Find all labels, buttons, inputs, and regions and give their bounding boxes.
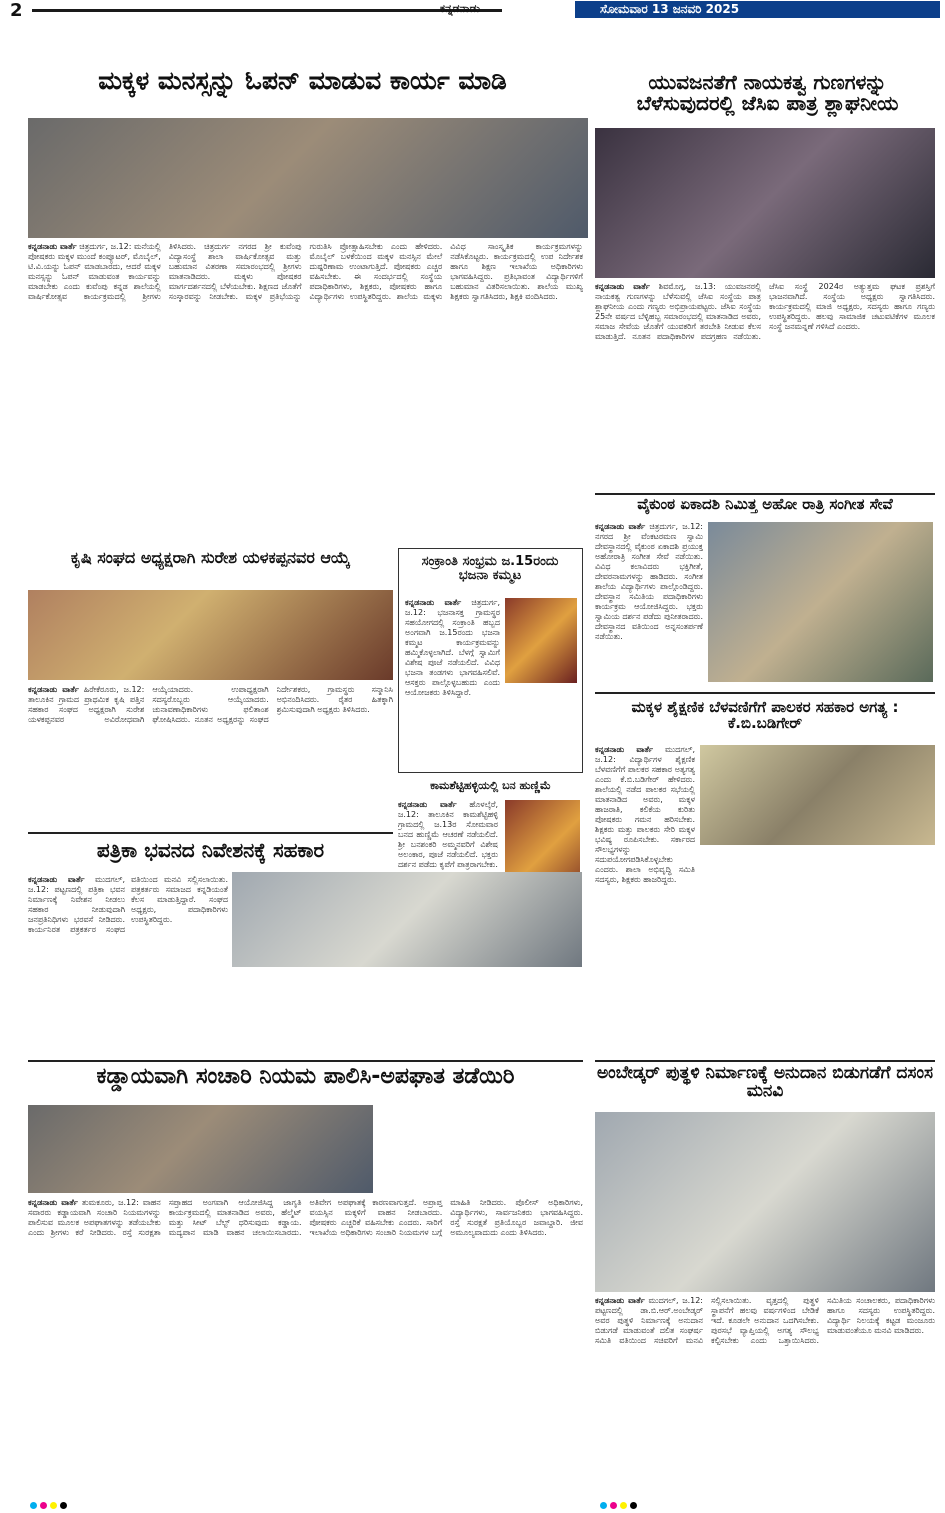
dateline-a10: ಕನ್ನಡನಾಡು ವಾರ್ತೆ <box>595 1296 645 1305</box>
masthead: ಕನ್ನಡನಾಡು <box>440 2 481 15</box>
dateline-a2: ಕನ್ನಡನಾಡು ವಾರ್ತೆ <box>595 282 650 291</box>
divider <box>28 1060 583 1062</box>
photo-a1 <box>28 118 588 238</box>
dateline-a7: ಕನ್ನಡನಾಡು ವಾರ್ತೆ <box>28 875 85 884</box>
dateline-a5: ಕನ್ನಡನಾಡು ವಾರ್ತೆ <box>405 598 462 607</box>
body-a10: ಮುದಗಲ್, ಜ.12: ಪಟ್ಟಣದಲ್ಲಿ ಡಾ.ಬಿ.ಆರ್.ಅಂಬೇಡ್ಕರ್ ಅವರ ಪುತ್ಥಳಿ ನಿರ್ಮಾಣಕ್ಕೆ ಅನುದಾನ ಬಿಡುಗಡೆ ಮಾಡುವಂತೆ ದಲಿತ ಸಂಘರ್ಷ ಸಮಿತಿ ವತಿಯಿಂದ ಸಚಿವರಿಗೆ ಮನವಿ ಸಲ್ಲಿಸಲಾಯಿತು. ವೃತ್ತದಲ್ಲಿ ಪುತ್ಥಳಿ ಸ್ಥಾಪನೆಗೆ ಹಲವು ವರ್ಷಗಳಿಂದ ಬೇಡಿಕೆ ಇದೆ. ಕೂಡಲೇ ಅನುದಾನ ಒದಗಿಸಬೇಕು. ಪುರಸಭೆ ವ್ಯಾಪ್ತಿಯಲ್ಲಿ ಅಗತ್ಯ ಸೌಲಭ್ಯ ಕಲ್ಪಿಸಬೇಕು ಎಂದು ಒತ್ತಾಯಿಸಿದರು. ಸಮಿತಿಯ ಸಂಚಾಲಕರು, ಪದಾಧಿಕಾರಿಗಳು ಹಾಗೂ ಸದಸ್ಯರು ಉಪಸ್ಥಿತರಿದ್ದರು. ವಿದ್ಯಾರ್ಥಿ ನಿಲಯಕ್ಕೆ ಕಟ್ಟಡ ಮಂಜೂರು ಮಾಡುವಂತೆಯೂ ಮನವಿ ಮಾಡಿದರು. <box>595 1296 935 1345</box>
headline-a10: ಅಂಬೇಡ್ಕರ್ ಪುತ್ಥಳಿ ನಿರ್ಮಾಣಕ್ಕೆ ಅನುದಾನ ಬಿಡುಗಡೆಗೆ ದಸಂಸ ಮನವಿ <box>596 1063 934 1101</box>
body-a2: ಶಿವಮೊಗ್ಗ, ಜ.13: ಯುವಜನರಲ್ಲಿ ನಾಯಕತ್ವ ಗುಣಗಳನ್ನು ಬೆಳೆಸುವಲ್ಲಿ ಜೆಸಿಐ ಸಂಸ್ಥೆಯ ಪಾತ್ರ ಶ್ಲಾಘನೀಯ ಎಂದು ಗಣ್ಯರು ಅಭಿಪ್ರಾಯಪಟ್ಟರು. ಜೆಸಿಐ ಸಂಸ್ಥೆಯ 25ನೇ ವರ್ಷದ ಬೆಳ್ಳಿಹಬ್ಬ ಸಮಾರಂಭದಲ್ಲಿ ಮಾತನಾಡಿದ ಅವರು, ಸಮಾಜ ಸೇವೆಯ ಜೊತೆಗೆ ಯುವಕರಿಗೆ ತರಬೇತಿ ನೀಡುವ ಕೆಲಸ ಮಾಡುತ್ತಿದೆ. ನೂತನ ಪದಾಧಿಕಾರಿಗಳ ಪದಗ್ರಹಣ ನಡೆಯಿತು. ಜೆಸಿಐ ಸಂಸ್ಥೆ 2024ರ ಅತ್ಯುತ್ತಮ ಘಟಕ ಪ್ರಶಸ್ತಿಗೆ ಭಾಜನವಾಗಿದೆ. ಸಂಸ್ಥೆಯ ಅಧ್ಯಕ್ಷರು ಸ್ವಾಗತಿಸಿದರು. ಕಾರ್ಯಕ್ರಮದಲ್ಲಿ ಮಾಜಿ ಅಧ್ಯಕ್ಷರು, ಸದಸ್ಯರು ಹಾಗೂ ಗಣ್ಯರು ಉಪಸ್ಥಿತರಿದ್ದರು. ಹಲವು ಸಾಮಾಜಿಕ ಚಟುವಟಿಕೆಗಳ ಮೂಲಕ ಸಂಸ್ಥೆ ಜನಮನ್ನಣೆ ಗಳಿಸಿದೆ ಎಂದರು. <box>595 282 935 341</box>
headline-a1: ಮಕ್ಕಳ ಮನಸ್ಸನ್ನು ಓಪನ್ ಮಾಡುವ ಕಾರ್ಯ ಮಾಡಿ <box>98 66 507 95</box>
dateline-a1: ಕನ್ನಡನಾಡು ವಾರ್ತೆ <box>28 242 77 251</box>
photo-a10 <box>595 1112 935 1292</box>
headline-a2: ಯುವಜನತೆಗೆ ನಾಯಕತ್ವ ಗುಣಗಳನ್ನು ಬೆಳೆಸುವುದರಲ್ಲಿ ಜೆಸಿಐ ಪಾತ್ರ ಶ್ಲಾಘನೀಯ <box>636 70 899 115</box>
body-a6: ಹೊಳಲ್ಕೆರೆ, ಜ.12: ತಾಲೂಕಿನ ಕಾಮಶೆಟ್ಟಿಹಳ್ಳಿ ಗ್ರಾಮದಲ್ಲಿ ಜ.13ರ ಸೋಮವಾರ ಬನದ ಹುಣ್ಣಿಮೆ ಆಚರಣೆ ನಡೆಯಲಿದೆ. ಶ್ರೀ ಬನಶಂಕರಿ ಅಮ್ಮನವರಿಗೆ ವಿಶೇಷ ಅಲಂಕಾರ, ಪೂಜೆ ನಡೆಯಲಿದೆ. ಭಕ್ತರು ದರ್ಶನ ಪಡೆದು ಕೃಪೆಗೆ ಪಾತ್ರರಾಗಬೇಕು. <box>398 800 498 869</box>
photo-a4 <box>28 590 393 680</box>
body-a8: ಮುದಗಲ್, ಜ.12: ವಿದ್ಯಾರ್ಥಿಗಳ ಶೈಕ್ಷಣಿಕ ಬೆಳವಣಿಗೆಗೆ ಪಾಲಕರ ಸಹಕಾರ ಅತ್ಯಗತ್ಯ ಎಂದು ಕೆ.ಬಿ.ಬಡಿಗೇರ್ ಹೇಳಿದರು. ಶಾಲೆಯಲ್ಲಿ ನಡೆದ ಪಾಲಕರ ಸಭೆಯಲ್ಲಿ ಮಾತನಾಡಿದ ಅವರು, ಮಕ್ಕಳ ಹಾಜರಾತಿ, ಕಲಿಕೆಯ ಕುರಿತು ಪೋಷಕರು ಗಮನ ಹರಿಸಬೇಕು. ಶಿಕ್ಷಕರು ಮತ್ತು ಪಾಲಕರು ಸೇರಿ ಮಕ್ಕಳ ಭವಿಷ್ಯ ರೂಪಿಸಬೇಕು. ಸರ್ಕಾರದ ಸೌಲಭ್ಯಗಳನ್ನು ಸದುಪಯೋಗಪಡಿಸಿಕೊಳ್ಳಬೇಕು ಎಂದರು. ಶಾಲಾ ಅಭಿವೃದ್ಧಿ ಸಮಿತಿ ಸದಸ್ಯರು, ಶಿಕ್ಷಕರು ಹಾಜರಿದ್ದರು. <box>595 745 695 884</box>
article-a2-body <box>595 282 935 482</box>
article-a5-body <box>405 598 500 768</box>
headline-a9: ಕಡ್ಡಾಯವಾಗಿ ಸಂಚಾರಿ ನಿಯಮ ಪಾಲಿಸಿ-ಅಪಘಾತ ತಡೆಯಿರಿ <box>96 1064 515 1089</box>
headline-a7: ಪತ್ರಿಕಾ ಭವನದ ನಿವೇಶನಕ್ಕೆ ಸಹಕಾರ <box>96 838 325 862</box>
headline-a5: ಸಂಕ್ರಾಂತಿ ಸಂಭ್ರಮ ಜ.15ರಂದು ಭಜನಾ ಕಮ್ಮಟ <box>421 554 559 583</box>
dateline-a9: ಕನ್ನಡನಾಡು ವಾರ್ತೆ <box>28 1198 78 1207</box>
body-a7: ಮುದಗಲ್, ಜ.12: ಪಟ್ಟಣದಲ್ಲಿ ಪತ್ರಿಕಾ ಭವನ ನಿರ್ಮಾಣಕ್ಕೆ ನಿವೇಶನ ನೀಡಲು ಸಹಕಾರ ನೀಡುವುದಾಗಿ ಜನಪ್ರತಿನಿಧಿಗಳು ಭರವಸೆ ನೀಡಿದರು. ಕಾರ್ಯನಿರತ ಪತ್ರಕರ್ತರ ಸಂಘದ ವತಿಯಿಂದ ಮನವಿ ಸಲ್ಲಿಸಲಾಯಿತು. ಪತ್ರಕರ್ತರು ಸಮಾಜದ ಕನ್ನಡಿಯಂತೆ ಕೆಲಸ ಮಾಡುತ್ತಿದ್ದಾರೆ. ಸಂಘದ ಅಧ್ಯಕ್ಷರು, ಪದಾಧಿಕಾರಿಗಳು ಉಪಸ್ಥಿತರಿದ್ದರು. <box>28 875 228 934</box>
color-dots-left <box>30 1494 70 1513</box>
photo-a2 <box>595 128 935 278</box>
issue-date: ಸೋಮವಾರ 13 ಜನವರಿ 2025 <box>600 2 740 16</box>
color-dots-right <box>600 1494 640 1513</box>
article-a4-body <box>28 685 393 825</box>
page-header <box>0 0 945 20</box>
headline-a6: ಕಾಮಶೆಟ್ಟಿಹಳ್ಳಿಯಲ್ಲಿ ಬನ ಹುಣ್ಣಿಮೆ <box>430 779 551 792</box>
photo-a5 <box>505 598 577 683</box>
divider <box>595 1060 935 1062</box>
header-rule <box>32 9 502 12</box>
headline-a3: ವೈಕುಂಠ ಏಕಾದಶಿ ನಿಮಿತ್ತ ಅಹೋ ರಾತ್ರಿ ಸಂಗೀತ ಸೇವೆ <box>637 495 893 513</box>
dateline-a8: ಕನ್ನಡನಾಡು ವಾರ್ತೆ <box>595 745 654 754</box>
dateline-a4: ಕನ್ನಡನಾಡು ವಾರ್ತೆ <box>28 685 79 694</box>
article-a8-body <box>595 745 695 1055</box>
photo-a8 <box>700 745 935 845</box>
article-a7-body <box>28 875 228 1055</box>
headline-a4: ಕೃಷಿ ಸಂಘದ ಅಧ್ಯಕ್ಷರಾಗಿ ಸುರೇಶ ಯಳಕಪ್ಪನವರ ಆಯ್ಕೆ <box>70 548 351 567</box>
body-a1: ಚಿತ್ರದುರ್ಗ, ಜ.12: ಮನೆಯಲ್ಲಿ ಪೋಷಕರು ಮಕ್ಕಳ ಮುಂದೆ ಕಂಪ್ಯೂಟರ್, ಮೊಬೈಲ್, ಟಿ.ವಿ.ಯನ್ನು ಓಪನ್ ಮಾಡಬಾರದು, ಆದರೆ ಮಕ್ಕಳ ಮನಸ್ಸನ್ನು ಓಪನ್ ಮಾಡುವಂತ ಕಾರ್ಯವನ್ನು ಮಾಡಬೇಕು ಎಂದು ಕುವೆಂಪು ಕನ್ನಡ ಶಾಲೆಯಲ್ಲಿ ವಾರ್ಷಿಕೋತ್ಸವ ಕಾರ್ಯಕ್ರಮದಲ್ಲಿ ಶ್ರೀಗಳು ತಿಳಿಸಿದರು. ಚಿತ್ರದುರ್ಗ ನಗರದ ಶ್ರೀ ಕುವೆಂಪು ವಿದ್ಯಾಸಂಸ್ಥೆ ಶಾಲಾ ವಾರ್ಷಿಕೋತ್ಸವ ಮತ್ತು ಬಹುಮಾನ ವಿತರಣಾ ಸಮಾರಂಭದಲ್ಲಿ ಶ್ರೀಗಳು ಮಾತನಾಡಿದರು. ಮಕ್ಕಳು ಪೋಷಕರ ಮಾರ್ಗದರ್ಶನದಲ್ಲಿ ಬೆಳೆಯಬೇಕು. ಶಿಕ್ಷಣದ ಜೊತೆಗೆ ಸಂಸ್ಕಾರವನ್ನು ನೀಡಬೇಕು. ಮಕ್ಕಳ ಪ್ರತಿಭೆಯನ್ನು ಗುರುತಿಸಿ ಪ್ರೋತ್ಸಾಹಿಸಬೇಕು ಎಂದು ಹೇಳಿದರು. ಮೊಬೈಲ್ ಬಳಕೆಯಿಂದ ಮಕ್ಕಳ ಮನಸ್ಸಿನ ಮೇಲೆ ದುಷ್ಪರಿಣಾಮ ಉಂಟಾಗುತ್ತಿದೆ. ಪೋಷಕರು ಎಚ್ಚರ ವಹಿಸಬೇಕು. ಈ ಸಂದರ್ಭದಲ್ಲಿ ಸಂಸ್ಥೆಯ ಪದಾಧಿಕಾರಿಗಳು, ಶಿಕ್ಷಕರು, ಪೋಷಕರು ಹಾಗೂ ವಿದ್ಯಾರ್ಥಿಗಳು ಉಪಸ್ಥಿತರಿದ್ದರು. ಶಾಲೆಯ ಮಕ್ಕಳು ವಿವಿಧ ಸಾಂಸ್ಕೃತಿಕ ಕಾರ್ಯಕ್ರಮಗಳನ್ನು ನಡೆಸಿಕೊಟ್ಟರು. ಕಾರ್ಯಕ್ರಮದಲ್ಲಿ ಉಪ ನಿರ್ದೇಶಕ ಹಾಗೂ ಶಿಕ್ಷಣ ಇಲಾಖೆಯ ಅಧಿಕಾರಿಗಳು ಭಾಗವಹಿಸಿದ್ದರು. ಪ್ರತಿಭಾವಂತ ವಿದ್ಯಾರ್ಥಿಗಳಿಗೆ ಬಹುಮಾನ ವಿತರಿಸಲಾಯಿತು. ಶಾಲೆಯ ಮುಖ್ಯ ಶಿಕ್ಷಕರು ಸ್ವಾಗತಿಸಿದರು, ಶಿಕ್ಷಕಿ ವಂದಿಸಿದರು. <box>28 242 583 301</box>
divider <box>595 692 935 694</box>
headline-a8: ಮಕ್ಕಳ ಶೈಕ್ಷಣಿಕ ಬೆಳವಣಿಗೆಗೆ ಪಾಲಕರ ಸಹಕಾರ ಅಗತ್ಯ : ಕೆ.ಬಿ.ಬಡಿಗೇರ್ <box>631 698 899 732</box>
article-a3-body <box>595 522 703 682</box>
body-a9: ತುಮಕೂರು, ಜ.12: ವಾಹನ ಸವಾರರು ಕಡ್ಡಾಯವಾಗಿ ಸಂಚಾರಿ ನಿಯಮಗಳನ್ನು ಪಾಲಿಸುವ ಮೂಲಕ ಅಪಘಾತಗಳನ್ನು ತಡೆಯಬೇಕು ಎಂದು ಶ್ರೀಗಳು ಕರೆ ನೀಡಿದರು. ರಸ್ತೆ ಸುರಕ್ಷತಾ ಸಪ್ತಾಹದ ಅಂಗವಾಗಿ ಆಯೋಜಿಸಿದ್ದ ಜಾಗೃತಿ ಕಾರ್ಯಕ್ರಮದಲ್ಲಿ ಮಾತನಾಡಿದ ಅವರು, ಹೆಲ್ಮೆಟ್ ಮತ್ತು ಸೀಟ್ ಬೆಲ್ಟ್ ಧರಿಸುವುದು ಕಡ್ಡಾಯ. ಮದ್ಯಪಾನ ಮಾಡಿ ವಾಹನ ಚಲಾಯಿಸಬಾರದು. ಅತಿವೇಗ ಅಪಘಾತಕ್ಕೆ ಕಾರಣವಾಗುತ್ತದೆ. ಅಪ್ರಾಪ್ತ ವಯಸ್ಸಿನ ಮಕ್ಕಳಿಗೆ ವಾಹನ ನೀಡಬಾರದು. ಪೋಷಕರು ಎಚ್ಚರಿಕೆ ವಹಿಸಬೇಕು ಎಂದರು. ಸಾರಿಗೆ ಇಲಾಖೆಯ ಅಧಿಕಾರಿಗಳು ಸಂಚಾರಿ ನಿಯಮಗಳ ಬಗ್ಗೆ ಮಾಹಿತಿ ನೀಡಿದರು. ಪೊಲೀಸ್ ಅಧಿಕಾರಿಗಳು, ವಿದ್ಯಾರ್ಥಿಗಳು, ಸಾರ್ವಜನಿಕರು ಭಾಗವಹಿಸಿದ್ದರು. ರಸ್ತೆ ಸುರಕ್ಷತೆ ಪ್ರತಿಯೊಬ್ಬರ ಜವಾಬ್ದಾರಿ. ಜೀವ ಅಮೂಲ್ಯವಾದುದು ಎಂದು ತಿಳಿಸಿದರು. <box>28 1198 583 1237</box>
article-a1-body <box>28 242 583 542</box>
photo-a7 <box>232 872 582 967</box>
body-a5: ಚಿತ್ರದುರ್ಗ, ಜ.12: ಭಜನಾಸಕ್ತ ಗ್ರಾಮಸ್ಥರ ಸಹಯೋಗದಲ್ಲಿ ಸಂಕ್ರಾಂತಿ ಹಬ್ಬದ ಅಂಗವಾಗಿ ಜ.15ರಂದು ಭಜನಾ ಕಮ್ಮಟ ಕಾರ್ಯಕ್ರಮವನ್ನು ಹಮ್ಮಿಕೊಳ್ಳಲಾಗಿದೆ. ಬೆಳಗ್ಗೆ ಸ್ವಾಮಿಗೆ ವಿಶೇಷ ಪೂಜೆ ನಡೆಯಲಿದೆ. ವಿವಿಧ ಭಜನಾ ತಂಡಗಳು ಭಾಗವಹಿಸಲಿವೆ. ಆಸಕ್ತರು ಪಾಲ್ಗೊಳ್ಳಬಹುದು ಎಂದು ಆಯೋಜಕರು ತಿಳಿಸಿದ್ದಾರೆ. <box>405 598 500 697</box>
dateline-a3: ಕನ್ನಡನಾಡು ವಾರ್ತೆ <box>595 522 646 531</box>
divider <box>28 832 393 834</box>
page-number: 2 <box>10 0 23 21</box>
photo-a3 <box>708 522 933 682</box>
body-a4: ಹಿರೇಕೆರೂರು, ಜ.12: ತಾಲೂಕಿನ ಗ್ರಾಮದ ಪ್ರಾಥಮಿಕ ಕೃಷಿ ಪತ್ತಿನ ಸಹಕಾರ ಸಂಘದ ಅಧ್ಯಕ್ಷರಾಗಿ ಸುರೇಶ ಯಳಕಪ್ಪನವರ ಅವಿರೋಧವಾಗಿ ಆಯ್ಕೆಯಾದರು. ಉಪಾಧ್ಯಕ್ಷರಾಗಿ ಸದಸ್ಯರೊಬ್ಬರು ಆಯ್ಕೆಯಾದರು. ಚುನಾವಣಾಧಿಕಾರಿಗಳು ಫಲಿತಾಂಶ ಘೋಷಿಸಿದರು. ನೂತನ ಅಧ್ಯಕ್ಷರನ್ನು ಸಂಘದ ನಿರ್ದೇಶಕರು, ಗ್ರಾಮಸ್ಥರು ಸನ್ಮಾನಿಸಿ ಅಭಿನಂದಿಸಿದರು. ರೈತರ ಹಿತಕ್ಕಾಗಿ ಶ್ರಮಿಸುವುದಾಗಿ ಅಧ್ಯಕ್ಷರು ತಿಳಿಸಿದರು. <box>28 685 393 724</box>
article-a9-body <box>28 1198 583 1483</box>
dateline-a6: ಕನ್ನಡನಾಡು ವಾರ್ತೆ <box>398 800 457 809</box>
photo-a9 <box>28 1105 373 1193</box>
registration-marks <box>0 1492 945 1507</box>
article-a10-body <box>595 1296 935 1486</box>
body-a3: ಚಿತ್ರದುರ್ಗ, ಜ.12: ನಗರದ ಶ್ರೀ ವೆಂಕಟರಮಣ ಸ್ವಾಮಿ ದೇವಸ್ಥಾನದಲ್ಲಿ ವೈಕುಂಠ ಏಕಾದಶಿ ಪ್ರಯುಕ್ತ ಅಹೋರಾತ್ರಿ ಸಂಗೀತ ಸೇವೆ ನಡೆಯಿತು. ವಿವಿಧ ಕಲಾವಿದರು ಭಕ್ತಿಗೀತೆ, ದೇವರನಾಮಗಳನ್ನು ಹಾಡಿದರು. ಸಂಗೀತ ಶಾಲೆಯ ವಿದ್ಯಾರ್ಥಿಗಳು ಪಾಲ್ಗೊಂಡಿದ್ದರು. ದೇವಸ್ಥಾನ ಸಮಿತಿಯ ಪದಾಧಿಕಾರಿಗಳು ಕಾರ್ಯಕ್ರಮ ಆಯೋಜಿಸಿದ್ದರು. ಭಕ್ತರು ಸ್ವಾಮಿಯ ದರ್ಶನ ಪಡೆದು ಪುನೀತರಾದರು. ದೇವಸ್ಥಾನದ ವತಿಯಿಂದ ಅನ್ನಸಂತರ್ಪಣೆ ನಡೆಯಿತು. <box>595 522 703 641</box>
